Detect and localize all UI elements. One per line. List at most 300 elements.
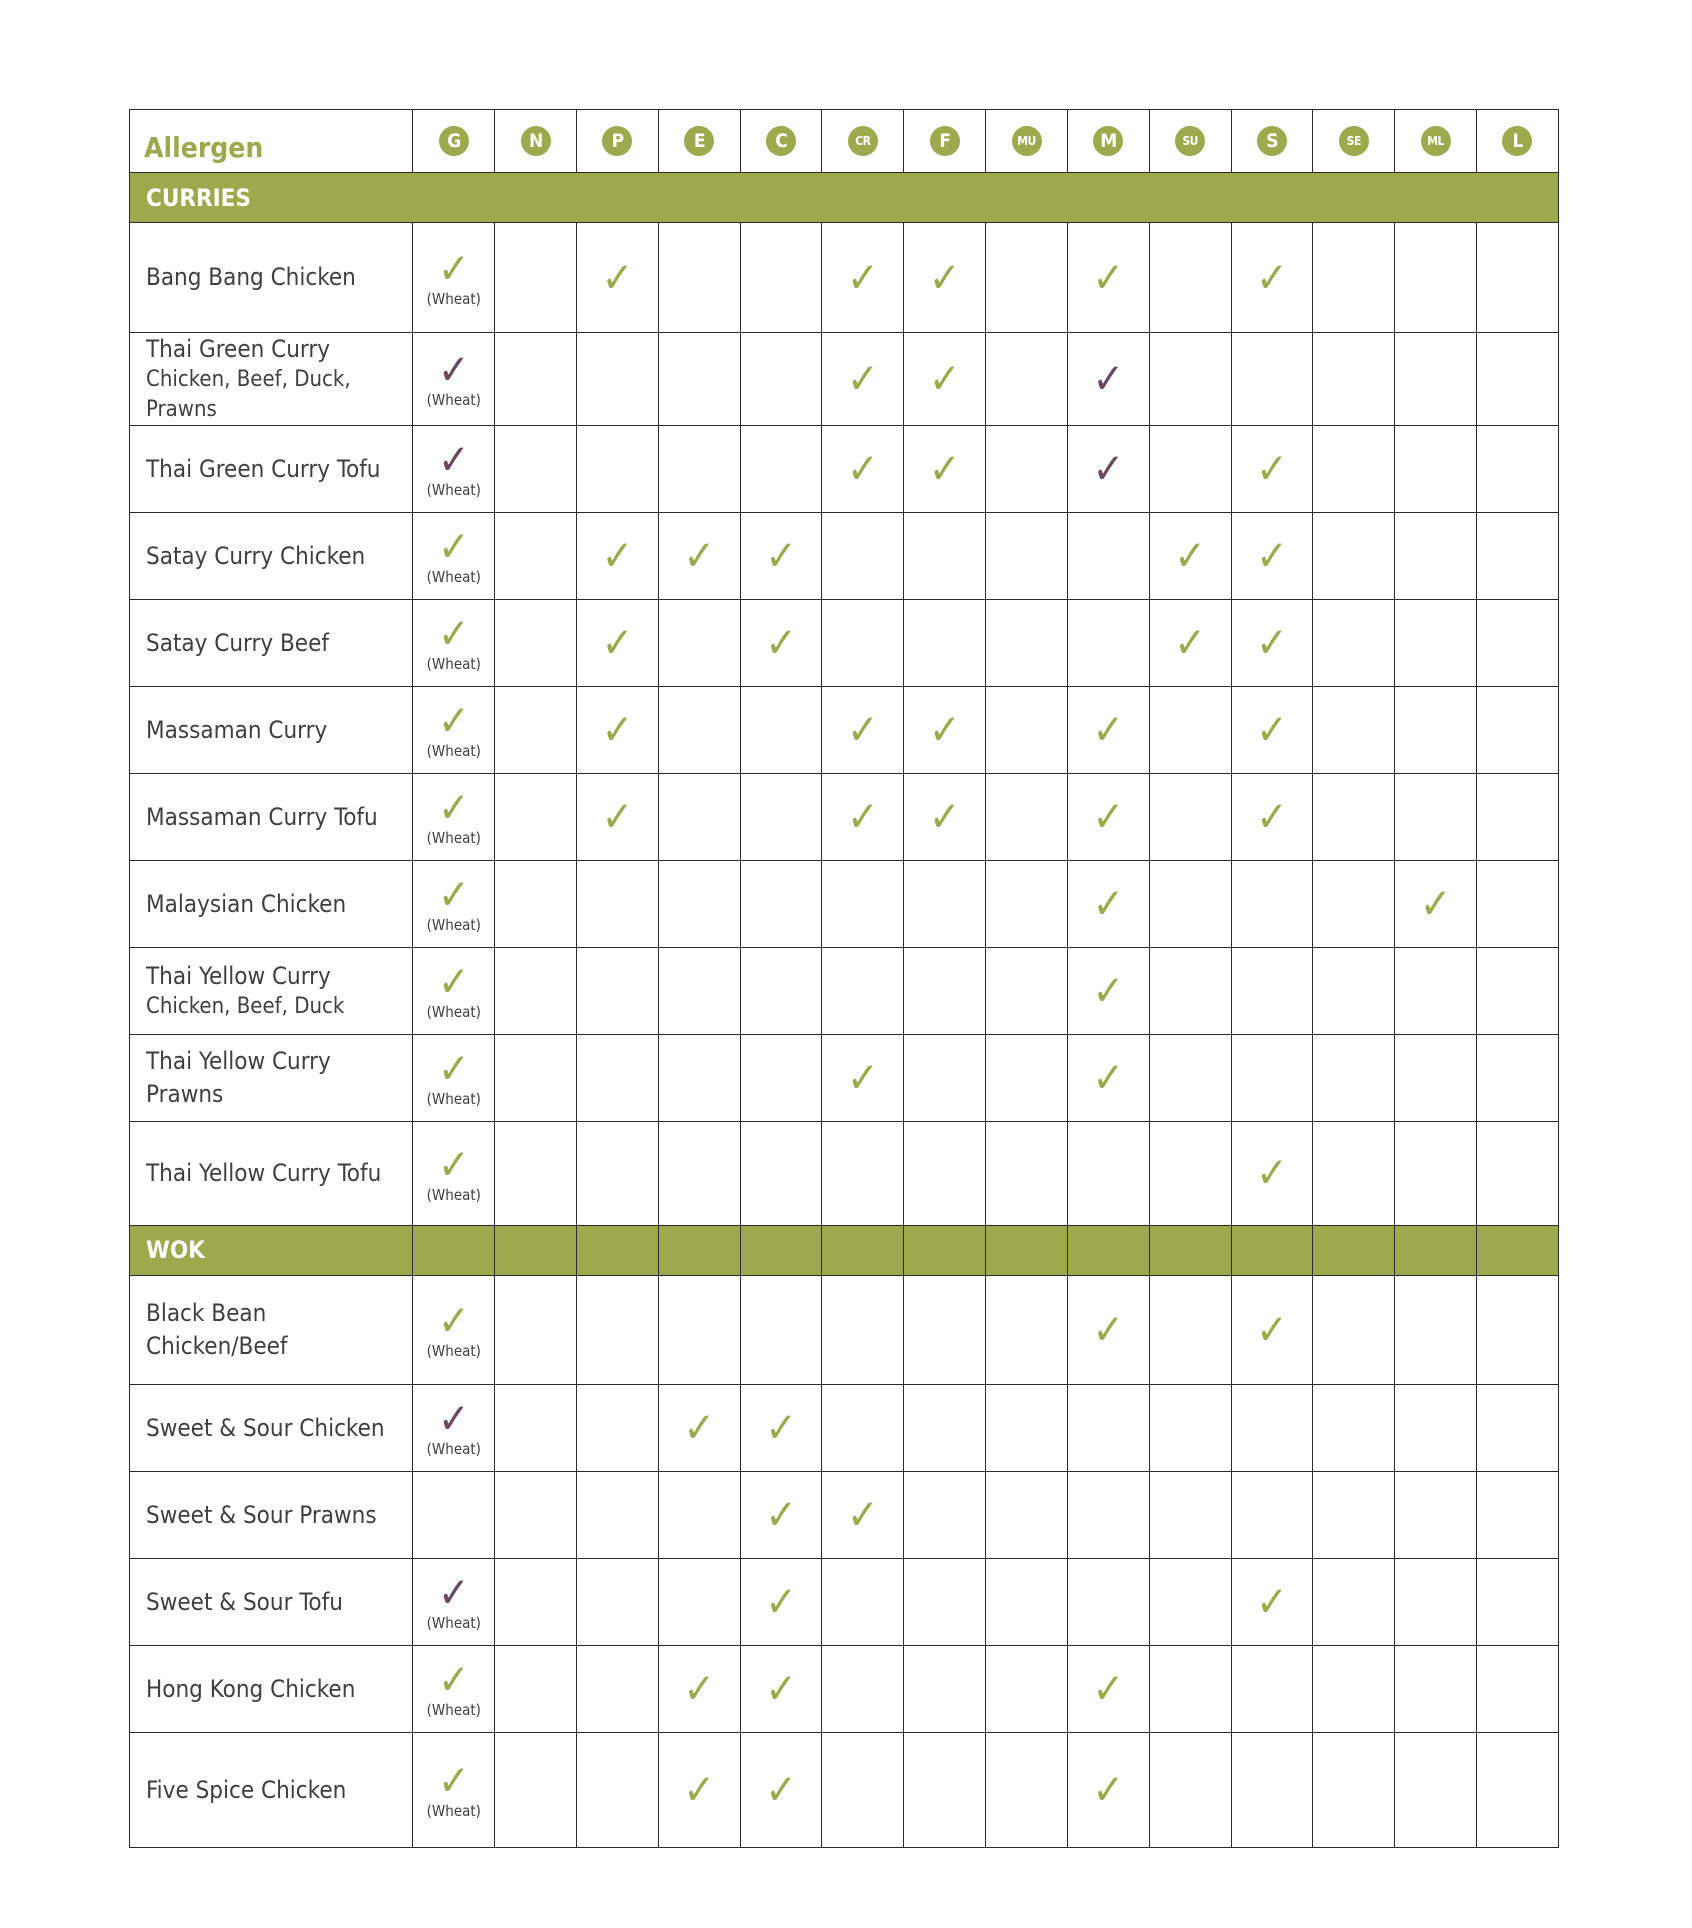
mark-cell-mu [986,686,1068,773]
wheat-note: (Wheat) [426,1440,481,1459]
dish-name: Thai Yellow Curry Prawns [146,1047,331,1108]
dish-name: Sweet & Sour Chicken [146,1413,385,1442]
mark-cell-cr [822,1732,904,1847]
table-row [130,1121,1559,1225]
mark-cell-g [413,1645,495,1732]
mark-cell-su [1149,333,1231,426]
mark-cell-f [904,425,986,512]
mark-cell-mu [986,773,1068,860]
mark-cell-n [495,512,577,599]
table-row [130,1732,1559,1847]
check-icon: ✓ [765,1663,797,1713]
table-row [130,599,1559,686]
mark-cell-f [904,773,986,860]
wheat-note: (Wheat) [426,1802,481,1821]
check-icon: ✓ [601,704,634,754]
dish-name: Sweet & Sour Tofu [146,1587,343,1616]
mark-cell-m [1067,333,1149,426]
mark-cell-ml [1395,1471,1477,1558]
header-row [130,110,1559,173]
dish-name-cell [130,333,413,426]
allergen-badge-icon: SE [1339,126,1369,156]
mark-cell-f [904,947,986,1034]
check-icon: ✓ [1256,530,1288,580]
mark-cell-n [495,333,577,426]
mark-cell-cr [822,773,904,860]
mark-cell-su [1149,425,1231,512]
check-icon: ✓ [1092,1304,1125,1354]
mark-cell-cr [822,333,904,426]
dish-name: Malaysian Chicken [146,889,347,918]
mark-cell-s [1231,425,1313,512]
dish-name-cell [130,686,413,773]
mark-cell-c [740,599,822,686]
mark-cell-n [495,1034,577,1121]
mark-cell-s [1231,773,1313,860]
mark-cell-s [1231,860,1313,947]
check-icon: ✓ [1092,1663,1125,1713]
check-icon: ✓ [1092,1764,1125,1814]
dish-name: Massaman Curry Tofu [146,802,378,831]
check-icon: ✓ [1092,965,1125,1015]
mark-cell-n [495,599,577,686]
check-icon: ✓ [1092,791,1125,841]
mark-cell-ml [1395,1645,1477,1732]
allergen-badge-icon: C [766,126,796,156]
mark-cell-se [1313,425,1395,512]
mark-cell-f [904,1034,986,1121]
wheat-note: (Wheat) [426,655,481,674]
mark-cell-su [1149,1275,1231,1384]
check-icon: ✓ [437,783,470,833]
mark-cell-m [1067,1558,1149,1645]
mark-cell-cr [822,686,904,773]
mark-cell-su [1149,1471,1231,1558]
mark-cell-mu [986,333,1068,426]
mark-cell-l [1476,512,1558,599]
check-icon: ✓ [437,696,470,746]
mark-cell-c [740,773,822,860]
mark-cell-cr [822,512,904,599]
mark-cell-cr [822,1034,904,1121]
check-icon: ✓ [437,870,470,920]
mark-cell-ml [1395,1558,1477,1645]
dish-name: Thai Yellow Curry [146,961,331,990]
mark-cell-n [495,686,577,773]
mark-cell-l [1476,1558,1558,1645]
mark-cell-se [1313,223,1395,333]
mark-cell-g [413,1384,495,1471]
check-icon: ✓ [437,522,470,572]
mark-cell-n [495,773,577,860]
mark-cell-f [904,1275,986,1384]
mark-cell-ml [1395,1034,1477,1121]
mark-cell-cr [822,223,904,333]
mark-cell-s [1231,947,1313,1034]
allergen-code-f [904,110,986,173]
mark-cell-mu [986,599,1068,686]
check-icon: ✓ [765,1489,797,1539]
check-icon: ✓ [1092,252,1125,302]
mark-cell-se [1313,1034,1395,1121]
mark-cell-m [1067,1034,1149,1121]
dish-name-cell [130,1121,413,1225]
mark-cell-e [658,773,740,860]
check-icon: ✓ [928,704,961,754]
mark-cell-m [1067,599,1149,686]
check-icon: ✓ [765,1764,797,1814]
mark-cell-ml [1395,686,1477,773]
check-icon: ✓ [1092,1052,1125,1102]
dish-name: Thai Yellow Curry Tofu [146,1159,382,1188]
check-icon: ✓ [1256,1148,1288,1198]
mark-cell-p [577,1645,659,1732]
allergen-code-e [658,110,740,173]
check-icon: ✓ [601,617,634,667]
allergen-badge-icon: L [1502,126,1532,156]
mark-cell-l [1476,1121,1558,1225]
mark-cell-e [658,860,740,947]
allergen-badge-icon: P [602,126,632,156]
mark-cell-c [740,333,822,426]
mark-cell-e [658,1275,740,1384]
mark-cell-m [1067,860,1149,947]
mark-cell-se [1313,333,1395,426]
section-fill-cell [986,1225,1068,1275]
wheat-note: (Wheat) [426,568,481,587]
mark-cell-f [904,1121,986,1225]
mark-cell-mu [986,1275,1068,1384]
mark-cell-n [495,1384,577,1471]
section-fill-cell [1313,1225,1395,1275]
mark-cell-g [413,1471,495,1558]
mark-cell-mu [986,860,1068,947]
section-fill-cell [1149,1225,1231,1275]
check-icon: ✓ [437,957,470,1007]
mark-cell-p [577,1471,659,1558]
table-row [130,686,1559,773]
mark-cell-s [1231,686,1313,773]
mark-cell-ml [1395,425,1477,512]
dish-name-cell [130,512,413,599]
mark-cell-f [904,333,986,426]
mark-cell-ml [1395,223,1477,333]
mark-cell-c [740,1275,822,1384]
section-title: WOK [146,1236,205,1265]
check-icon: ✓ [683,1764,716,1814]
mark-cell-c [740,1558,822,1645]
mark-cell-e [658,1034,740,1121]
mark-cell-su [1149,1121,1231,1225]
wheat-note: (Wheat) [426,1614,481,1633]
mark-cell-mu [986,1645,1068,1732]
mark-cell-l [1476,1384,1558,1471]
wheat-note: (Wheat) [426,742,481,761]
mark-cell-l [1476,773,1558,860]
mark-cell-l [1476,1275,1558,1384]
allergen-badge-icon: CR [848,126,878,156]
mark-cell-m [1067,1645,1149,1732]
mark-cell-su [1149,773,1231,860]
wheat-note: (Wheat) [426,1003,481,1022]
mark-cell-s [1231,599,1313,686]
mark-cell-su [1149,947,1231,1034]
allergen-badge-icon: ML [1421,126,1451,156]
section-row-wok [130,1225,1559,1275]
mark-cell-p [577,860,659,947]
allergen-header-label: Allergen [144,131,264,164]
wheat-note: (Wheat) [426,1701,481,1720]
check-icon: ✓ [1256,1576,1288,1626]
section-fill-cell [1476,1225,1558,1275]
mark-cell-s [1231,512,1313,599]
allergen-code-m [1067,110,1149,173]
mark-cell-mu [986,1034,1068,1121]
check-icon: ✓ [437,1296,470,1346]
section-fill-cell [1231,1225,1313,1275]
mark-cell-mu [986,512,1068,599]
dish-name: Thai Green Curry [146,335,331,363]
section-fill-cell [822,1225,904,1275]
mark-cell-se [1313,947,1395,1034]
check-icon: ✓ [928,791,961,841]
check-icon: ✓ [1174,617,1206,667]
check-icon: ✓ [928,252,961,302]
check-icon: ✓ [437,1394,470,1444]
mark-cell-cr [822,1645,904,1732]
allergen-badge-icon: M [1093,126,1123,156]
mark-cell-se [1313,1558,1395,1645]
allergen-code-g [413,110,495,173]
mark-cell-f [904,1471,986,1558]
table-row [130,1645,1559,1732]
mark-cell-n [495,425,577,512]
mark-cell-p [577,512,659,599]
dish-name: Satay Curry Chicken [146,541,366,570]
mark-cell-c [740,1732,822,1847]
mark-cell-e [658,1121,740,1225]
mark-cell-s [1231,1121,1313,1225]
section-title: CURRIES [146,183,251,212]
mark-cell-c [740,512,822,599]
mark-cell-c [740,947,822,1034]
allergen-code-l [1476,110,1558,173]
mark-cell-e [658,512,740,599]
check-icon: ✓ [1174,530,1206,580]
table-row [130,425,1559,512]
mark-cell-su [1149,1732,1231,1847]
dish-name: Sweet & Sour Prawns [146,1500,377,1529]
mark-cell-cr [822,1275,904,1384]
mark-cell-se [1313,1384,1395,1471]
mark-cell-g [413,947,495,1034]
check-icon: ✓ [1256,704,1288,754]
mark-cell-se [1313,1732,1395,1847]
mark-cell-m [1067,1121,1149,1225]
mark-cell-e [658,223,740,333]
mark-cell-mu [986,223,1068,333]
check-icon: ✓ [1419,878,1452,928]
mark-cell-c [740,223,822,333]
wheat-note: (Wheat) [426,1090,481,1109]
mark-cell-s [1231,223,1313,333]
mark-cell-g [413,333,495,426]
mark-cell-se [1313,1471,1395,1558]
mark-cell-ml [1395,1732,1477,1847]
mark-cell-ml [1395,1275,1477,1384]
mark-cell-s [1231,1732,1313,1847]
mark-cell-mu [986,425,1068,512]
mark-cell-l [1476,1645,1558,1732]
mark-cell-p [577,223,659,333]
mark-cell-m [1067,425,1149,512]
table-row [130,860,1559,947]
mark-cell-m [1067,1384,1149,1471]
mark-cell-g [413,1558,495,1645]
mark-cell-m [1067,947,1149,1034]
mark-cell-l [1476,686,1558,773]
mark-cell-cr [822,947,904,1034]
mark-cell-n [495,223,577,333]
mark-cell-mu [986,1121,1068,1225]
allergen-badge-icon: S [1257,126,1287,156]
mark-cell-l [1476,1471,1558,1558]
mark-cell-p [577,1275,659,1384]
check-icon: ✓ [1092,443,1125,493]
check-icon: ✓ [683,1663,716,1713]
allergen-code-p [577,110,659,173]
mark-cell-cr [822,1471,904,1558]
mark-cell-g [413,860,495,947]
section-fill-cell [413,1225,495,1275]
mark-cell-f [904,599,986,686]
mark-cell-f [904,1558,986,1645]
mark-cell-mu [986,1732,1068,1847]
mark-cell-ml [1395,512,1477,599]
mark-cell-n [495,860,577,947]
allergen-code-cr [822,110,904,173]
section-title-cell [130,1225,413,1275]
check-icon: ✓ [847,1052,879,1102]
check-icon: ✓ [765,1402,797,1452]
section-title-cell [130,173,413,223]
wheat-note: (Wheat) [426,829,481,848]
check-icon: ✓ [1092,704,1125,754]
check-icon: ✓ [765,530,797,580]
dish-name-cell [130,1034,413,1121]
mark-cell-e [658,1558,740,1645]
mark-cell-f [904,1732,986,1847]
mark-cell-m [1067,1275,1149,1384]
check-icon: ✓ [437,609,470,659]
mark-cell-e [658,1471,740,1558]
check-icon: ✓ [1256,1304,1288,1354]
mark-cell-m [1067,1471,1149,1558]
table-row [130,333,1559,426]
table-row [130,1034,1559,1121]
mark-cell-se [1313,1645,1395,1732]
mark-cell-f [904,512,986,599]
mark-cell-g [413,599,495,686]
dish-name-cell [130,1732,413,1847]
mark-cell-su [1149,1645,1231,1732]
dish-name-cell [130,773,413,860]
mark-cell-g [413,1121,495,1225]
mark-cell-m [1067,1732,1149,1847]
dish-name: Hong Kong Chicken [146,1674,356,1703]
check-icon: ✓ [437,1655,470,1705]
dish-name-cell [130,860,413,947]
check-icon: ✓ [928,353,961,403]
mark-cell-s [1231,1384,1313,1471]
check-icon: ✓ [1256,443,1288,493]
mark-cell-su [1149,599,1231,686]
wheat-note: (Wheat) [426,481,481,500]
mark-cell-p [577,1121,659,1225]
check-icon: ✓ [1256,791,1288,841]
mark-cell-cr [822,1384,904,1471]
mark-cell-f [904,686,986,773]
mark-cell-s [1231,1034,1313,1121]
section-row-curries [130,173,1559,223]
dish-subtitle: Chicken, Beef, Duck, Prawns [146,367,351,423]
mark-cell-p [577,1034,659,1121]
mark-cell-su [1149,860,1231,947]
check-icon: ✓ [601,252,634,302]
mark-cell-ml [1395,860,1477,947]
wheat-note: (Wheat) [426,916,481,935]
mark-cell-g [413,425,495,512]
check-icon: ✓ [847,353,879,403]
mark-cell-c [740,425,822,512]
table-row [130,773,1559,860]
table-row [130,223,1559,333]
mark-cell-c [740,686,822,773]
mark-cell-n [495,1732,577,1847]
dish-subtitle: Chicken, Beef, Duck [146,994,345,1020]
check-icon: ✓ [1092,878,1125,928]
mark-cell-p [577,773,659,860]
table-row [130,947,1559,1034]
mark-cell-n [495,1645,577,1732]
mark-cell-mu [986,947,1068,1034]
mark-cell-l [1476,425,1558,512]
check-icon: ✓ [601,530,634,580]
mark-cell-s [1231,333,1313,426]
mark-cell-f [904,223,986,333]
check-icon: ✓ [437,1044,470,1094]
check-icon: ✓ [1092,353,1125,403]
allergen-code-ml [1395,110,1477,173]
mark-cell-l [1476,223,1558,333]
mark-cell-c [740,1121,822,1225]
dish-name-cell [130,223,413,333]
section-fill-cell [495,1225,577,1275]
check-icon: ✓ [683,530,716,580]
mark-cell-g [413,1732,495,1847]
table-row [130,1275,1559,1384]
check-icon: ✓ [847,791,879,841]
dish-name-cell [130,425,413,512]
check-icon: ✓ [847,1489,879,1539]
mark-cell-n [495,1275,577,1384]
check-icon: ✓ [847,704,879,754]
section-fill-cell [577,1225,659,1275]
mark-cell-f [904,1384,986,1471]
dish-name: Massaman Curry [146,715,328,744]
allergen-badge-icon: F [930,126,960,156]
mark-cell-e [658,599,740,686]
